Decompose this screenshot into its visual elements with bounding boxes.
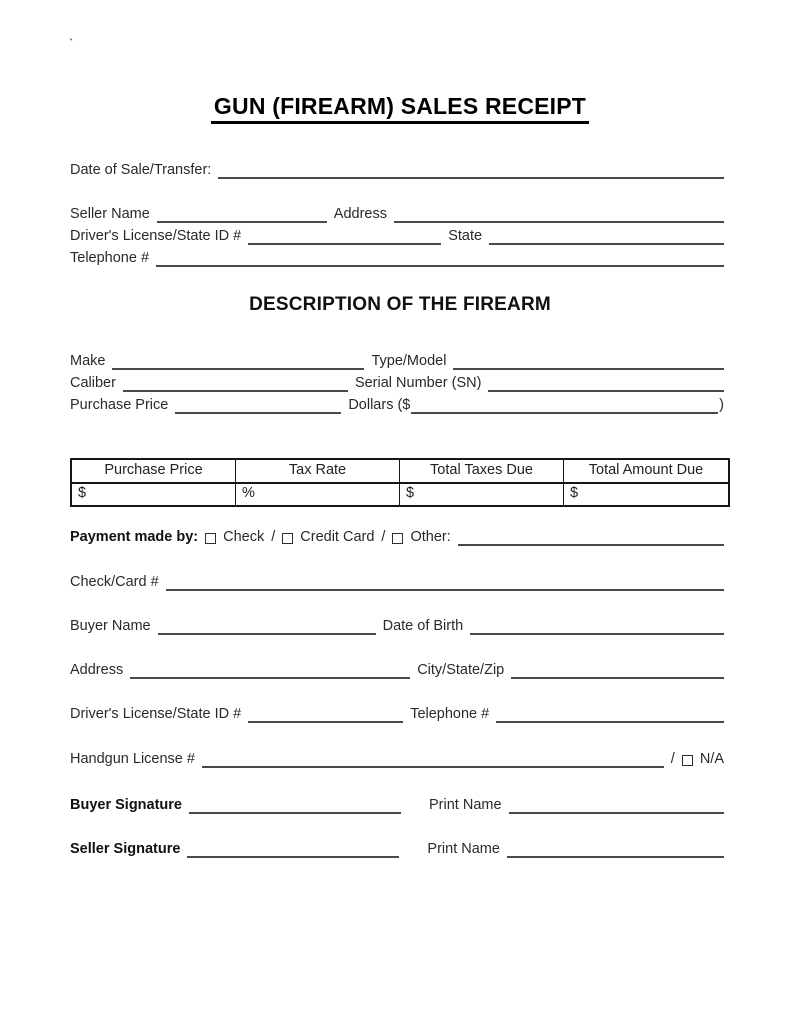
date-of-sale-blank[interactable] [218,172,724,179]
buyer-license-row [70,706,724,723]
caliber-blank[interactable] [123,385,348,392]
make-blank[interactable] [112,363,364,370]
type-model-label: Type/Model [371,353,447,369]
dollars-amount-blank[interactable] [411,407,718,414]
tax-table-header-total-amount-due: Total Amount Due [564,460,728,484]
tax-table-header-purchase-price: Purchase Price [72,460,236,484]
buyer-phone-label: Telephone # [410,706,490,722]
firearm-make-row [70,353,724,370]
buyer-signature-blank[interactable] [189,807,401,814]
handgun-na-checkbox[interactable] [682,755,693,766]
tax-table-cell-total-amount-due[interactable]: $ [570,485,579,501]
buyer-license-label: Driver's License/State ID # [70,706,242,722]
tax-table-cell-purchase-price[interactable]: $ [72,484,236,505]
serial-number-blank[interactable] [488,385,724,392]
payment-option-credit-label: Credit Card [300,529,375,545]
city-state-zip-blank[interactable] [511,672,724,679]
handgun-license-label: Handgun License # [70,751,195,767]
payment-made-by-label: Payment made by: [70,529,199,545]
date-of-sale-row [70,162,724,179]
dollars-close-paren: ) [719,397,724,413]
credit-card-checkbox[interactable] [282,533,293,544]
handgun-license-row [70,751,724,768]
payment-made-by-row [70,529,724,546]
seller-license-label: Driver's License/State ID # [70,228,242,244]
buyer-phone-blank[interactable] [496,716,724,723]
buyer-name-label: Buyer Name [70,618,151,634]
payment-other-blank[interactable] [458,539,724,546]
buyer-print-name-label: Print Name [429,797,502,813]
seller-license-blank[interactable] [248,238,441,245]
check-card-label: Check/Card # [70,574,159,590]
other-checkbox[interactable] [392,533,403,544]
seller-address-label: Address [333,206,387,222]
payment-separator-1: / [271,529,276,545]
seller-print-name-blank[interactable] [507,851,724,858]
buyer-address-row [70,662,724,679]
tax-table [70,458,730,507]
buyer-name-blank[interactable] [158,628,376,635]
seller-name-blank[interactable] [157,216,327,223]
check-card-blank[interactable] [166,584,724,591]
seller-phone-blank[interactable] [156,260,724,267]
date-of-sale-label: Date of Sale/Transfer: [70,162,212,178]
tax-table-cell-total-taxes-due[interactable]: $ [400,484,564,505]
handgun-license-blank[interactable] [202,761,664,768]
city-state-zip-label: City/State/Zip [417,662,505,678]
payment-option-check-label: Check [223,529,265,545]
tax-table-header-tax-rate: Tax Rate [236,460,400,484]
firearm-caliber-row [70,375,724,392]
seller-state-label: State [448,228,483,244]
seller-signature-blank[interactable] [187,851,399,858]
handgun-na-label: N/A [699,751,724,767]
seller-state-blank[interactable] [489,238,724,245]
seller-license-row [70,228,724,245]
seller-name-label: Seller Name [70,206,150,222]
check-checkbox[interactable] [205,533,216,544]
serial-number-label: Serial Number (SN) [354,375,482,391]
purchase-price-label: Purchase Price [70,397,169,413]
seller-signature-label: Seller Signature [70,841,181,857]
stray-mark: ` [69,36,74,51]
tax-table-header-total-taxes-due: Total Taxes Due [400,460,564,484]
firearm-section-heading: DESCRIPTION OF THE FIREARM [249,294,551,315]
purchase-price-blank[interactable] [175,407,341,414]
seller-phone-label: Telephone # [70,250,150,266]
seller-name-row [70,206,724,223]
buyer-license-blank[interactable] [248,716,403,723]
buyer-name-row [70,618,724,635]
document-title-wrap [0,93,800,124]
tax-table-cell-tax-rate[interactable]: % [236,484,400,505]
firearm-price-row [70,397,724,414]
handgun-separator: / [670,751,675,767]
seller-phone-row [70,250,724,267]
seller-address-blank[interactable] [394,216,724,223]
buyer-print-name-blank[interactable] [509,807,724,814]
document-title: GUN (FIREARM) SALES RECEIPT [211,93,589,124]
dollars-label: Dollars ($ [348,397,411,413]
type-model-blank[interactable] [453,363,724,370]
payment-option-other-label: Other: [410,529,451,545]
date-of-birth-label: Date of Birth [382,618,464,634]
buyer-signature-row [70,797,724,814]
seller-signature-row [70,841,724,858]
make-label: Make [70,353,106,369]
buyer-address-label: Address [70,662,124,678]
caliber-label: Caliber [70,375,116,391]
buyer-address-blank[interactable] [130,672,410,679]
check-card-row [70,574,724,591]
date-of-birth-blank[interactable] [470,628,724,635]
payment-separator-2: / [381,529,386,545]
seller-print-name-label: Print Name [427,841,500,857]
buyer-signature-label: Buyer Signature [70,797,182,813]
